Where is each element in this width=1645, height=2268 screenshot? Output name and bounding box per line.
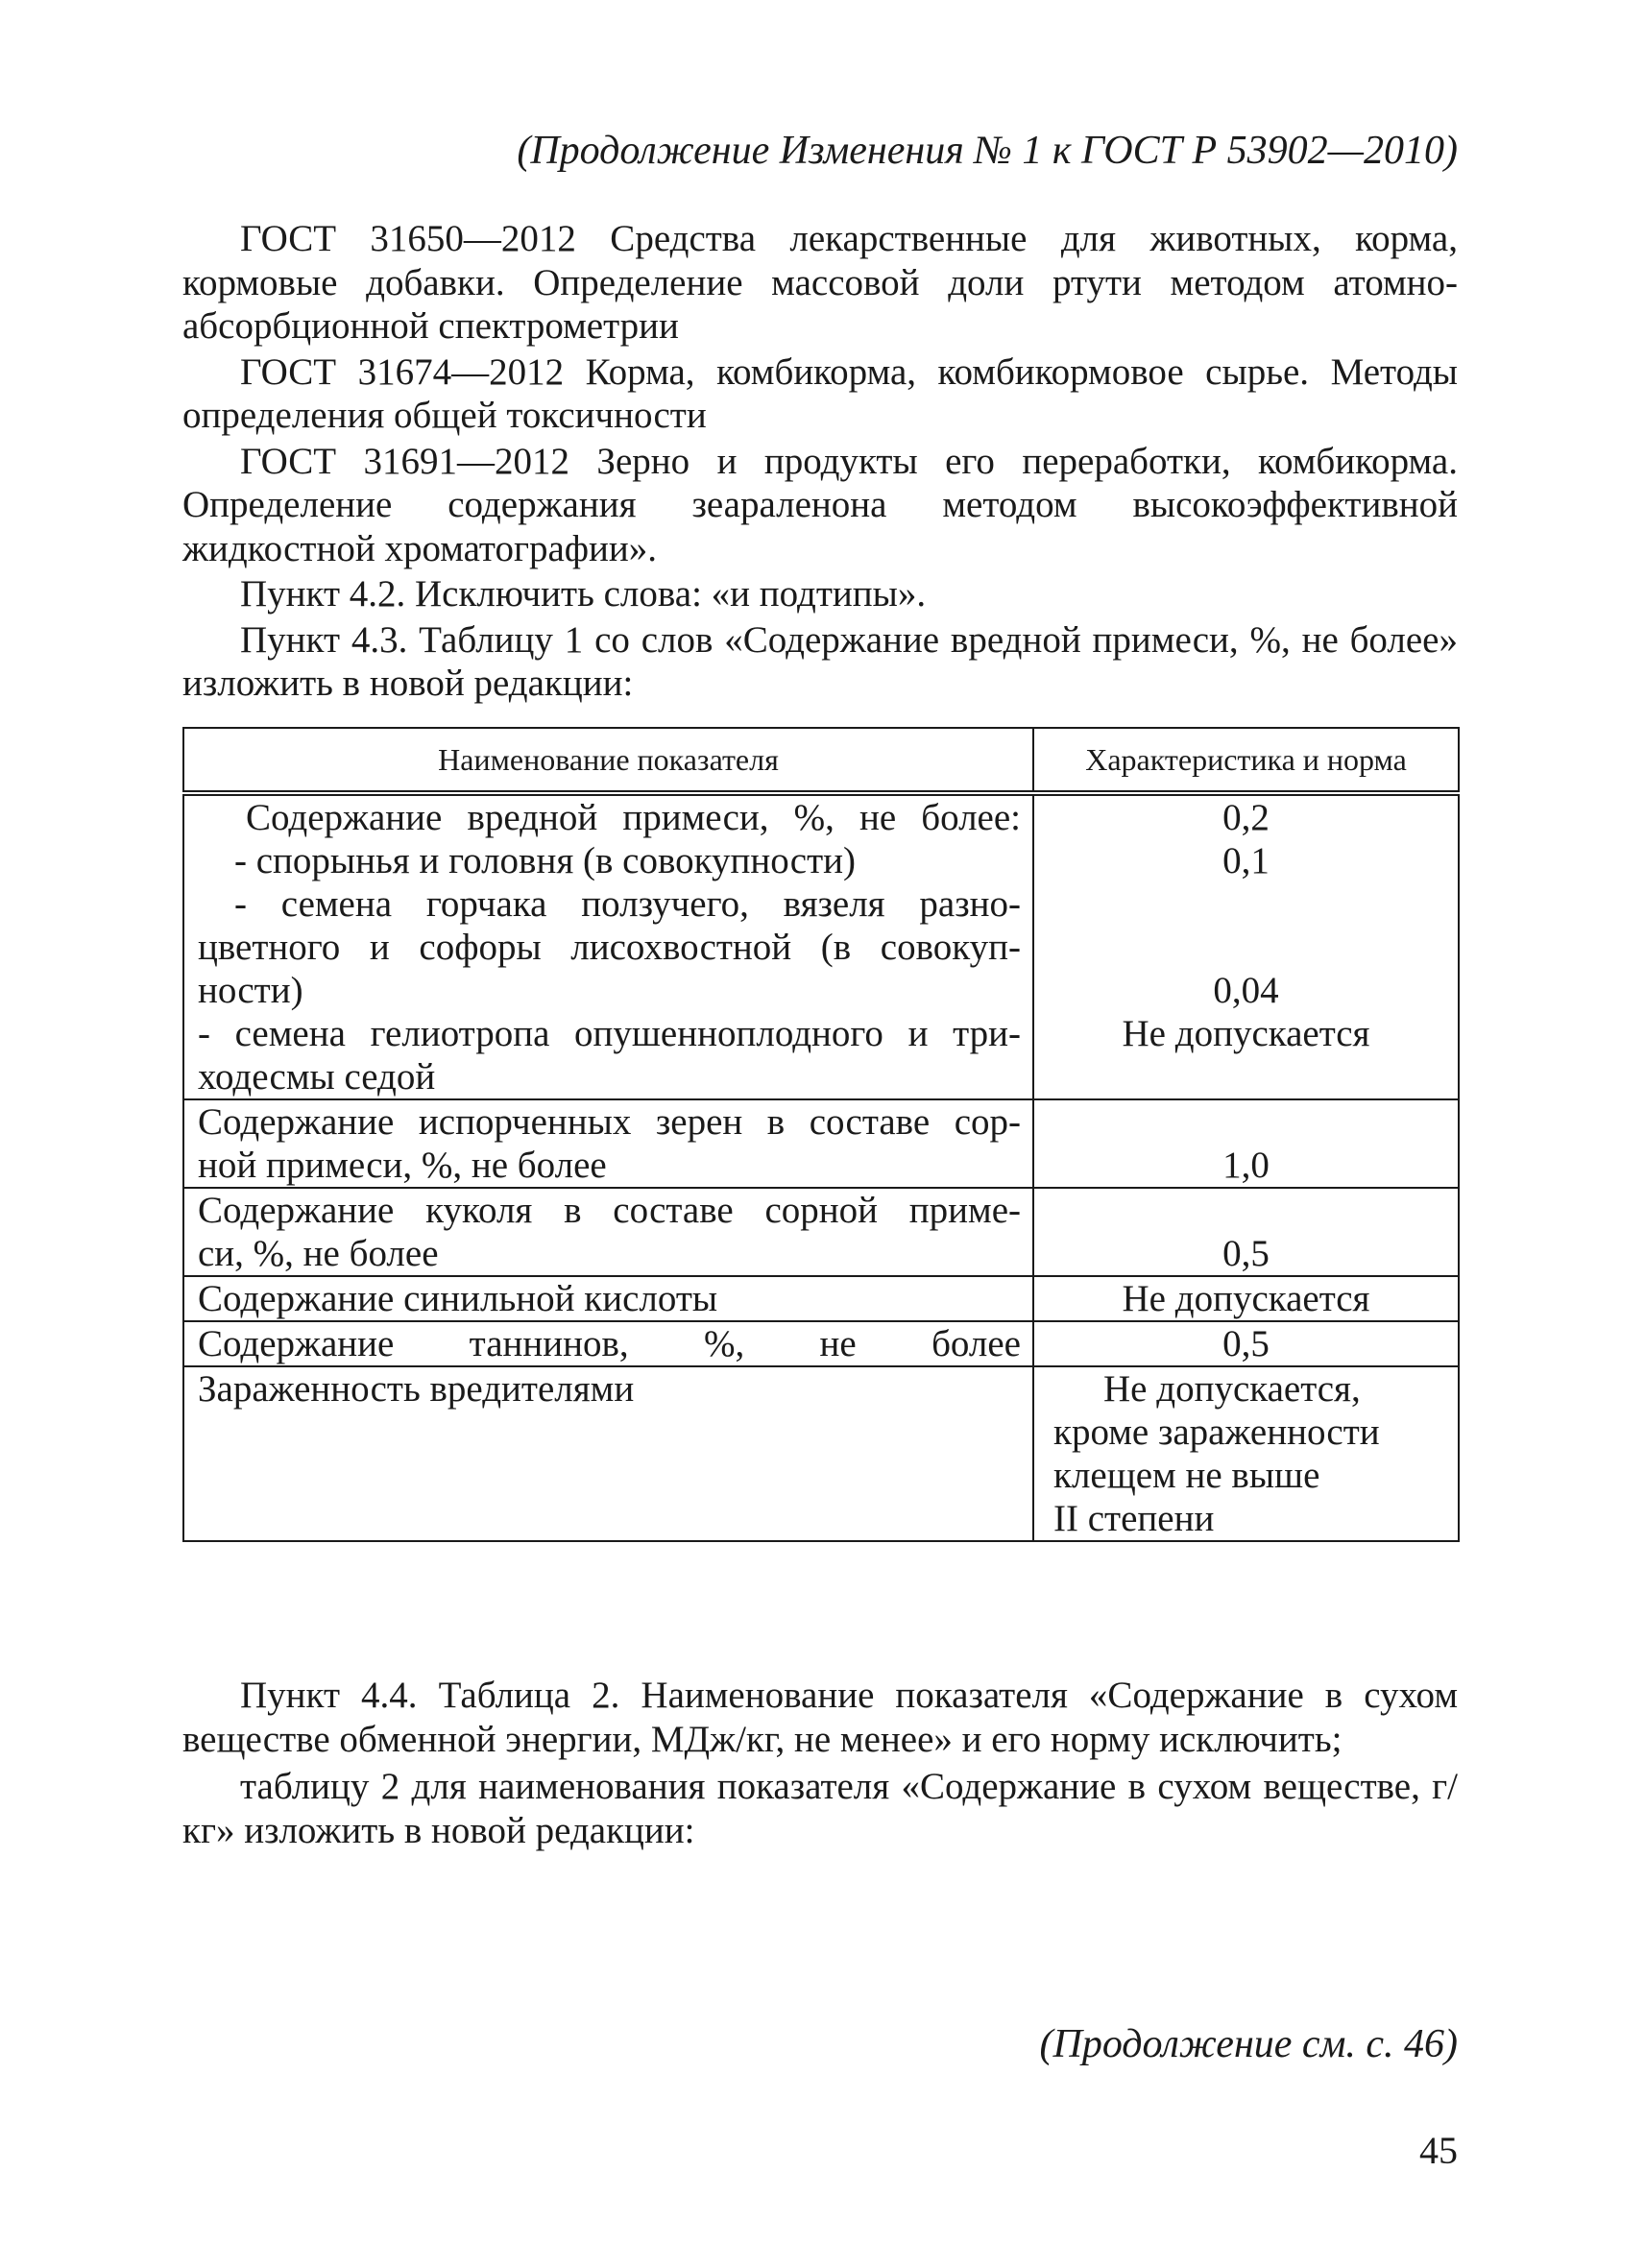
cell-line: Содержание куколя в составе сорной приме- <box>198 1190 1021 1231</box>
table-header-row <box>183 728 1459 793</box>
table-row-pest-infestation <box>183 1366 1459 1541</box>
cell-value: 0,5 <box>1033 1321 1459 1366</box>
cell-line: Содержание вредной примеси, %, не более: <box>246 797 1021 838</box>
paragraph-clause-4-4: Пункт 4.4. Таблица 2. Наименование показателя «Содержание в сухом веществе обменной энергии, МДж/кг, не менее» и его норму исключить; <box>182 1675 1458 1760</box>
header-indicator-name: Наименование показателя <box>183 728 1033 793</box>
table-row-harmful-impurity <box>183 793 1459 1099</box>
paragraph-gost-31674: ГОСТ 31674—2012 Корма, комбикорма, комбикормовое сырье. Методы определения общей токсичности <box>182 350 1458 436</box>
table-row-hydrocyanic-acid <box>183 1276 1459 1321</box>
paragraph-gost-31691: ГОСТ 31691—2012 Зерно и продукты его переработки, комбикорма. Определение содержания зеараленона методом высокоэффективной жидкостной хроматографии». <box>182 440 1458 569</box>
cell-line: цветного и софоры лисохвостной (в совокуп- <box>198 927 1021 968</box>
cell-indicator <box>183 1321 1033 1366</box>
value-line: 0,1 <box>1222 840 1270 881</box>
cell-value: 0,5 <box>1033 1188 1459 1276</box>
cell-indicator <box>183 1276 1033 1321</box>
page-number: 45 <box>1419 2129 1458 2172</box>
paragraph-gost-31650: ГОСТ 31650—2012 Средства лекарственные для животных, корма, кормовые добавки. Определение массовой доли ртути методом атомно-абсорбционной спектрометрии <box>182 218 1458 347</box>
cell-line: Содержание таннинов, %, не более <box>198 1323 1021 1364</box>
cell-line: Зараженность вредителями <box>198 1368 635 1410</box>
cell-line: ности) <box>198 970 303 1011</box>
cell-indicator <box>183 1366 1033 1541</box>
cell-line: - спорынья и головня (в совокупности) <box>234 840 856 881</box>
cell-indicator <box>183 1188 1033 1276</box>
cell-line: Содержание синильной кислоты <box>198 1278 718 1319</box>
continuation-header: (Продолжение Изменения № 1 к ГОСТ Р 53902—2010) <box>517 129 1458 173</box>
cell-line: си, %, не более <box>198 1233 439 1274</box>
table-row-spoiled-grains <box>183 1099 1459 1188</box>
paragraph-table-2: таблицу 2 для наименования показателя «Содержание в сухом веществе, г/кг» изложить в новой редакции: <box>182 1766 1458 1851</box>
cell-indicator <box>183 793 1033 1099</box>
value-line: 0,2 <box>1222 797 1270 838</box>
cell-line: - семена горчака ползучего, вязеля разно- <box>234 883 1021 925</box>
value-line: Не допускается <box>1122 1013 1370 1054</box>
value-line <box>1040 882 1452 926</box>
cell-line: ной примеси, %, не более <box>198 1145 607 1186</box>
value-line: 0,04 <box>1213 970 1279 1011</box>
cell-line: ходесмы седой <box>198 1056 436 1098</box>
value-line <box>1040 926 1452 969</box>
value-line: клещем не выше <box>1053 1455 1320 1496</box>
cell-value: 1,0 <box>1033 1099 1459 1188</box>
value-line: Не допускается, <box>1103 1368 1361 1410</box>
document-page <box>182 0 1458 2268</box>
table-row-corncockle <box>183 1188 1459 1276</box>
table-row-tannins <box>183 1321 1459 1366</box>
cell-indicator <box>183 1099 1033 1188</box>
cell-line: - семена гелиотропа опушенноплодного и три- <box>198 1013 1021 1054</box>
paragraph-clause-4-2: Пункт 4.2. Исключить слова: «и подтипы». <box>240 573 927 615</box>
cell-value <box>1033 1366 1459 1541</box>
cell-value <box>1033 793 1459 1099</box>
value-line: II степени <box>1053 1498 1215 1539</box>
continuation-footer: (Продолжение см. с. 46) <box>1039 2022 1458 2066</box>
cell-line: Содержание испорченных зерен в составе сор- <box>198 1101 1021 1143</box>
after-table-text <box>182 1674 1458 1856</box>
table-1 <box>182 727 1460 1542</box>
cell-value: Не допускается <box>1033 1276 1459 1321</box>
body-text <box>182 217 1458 706</box>
header-characteristic-norm: Характеристика и норма <box>1033 728 1459 793</box>
paragraph-clause-4-3: Пункт 4.3. Таблицу 1 со слов «Содержание вредной примеси, %, не более» изложить в новой редакции: <box>182 618 1458 704</box>
value-line: кроме зараженности <box>1053 1411 1380 1453</box>
value-line <box>1040 1055 1452 1098</box>
